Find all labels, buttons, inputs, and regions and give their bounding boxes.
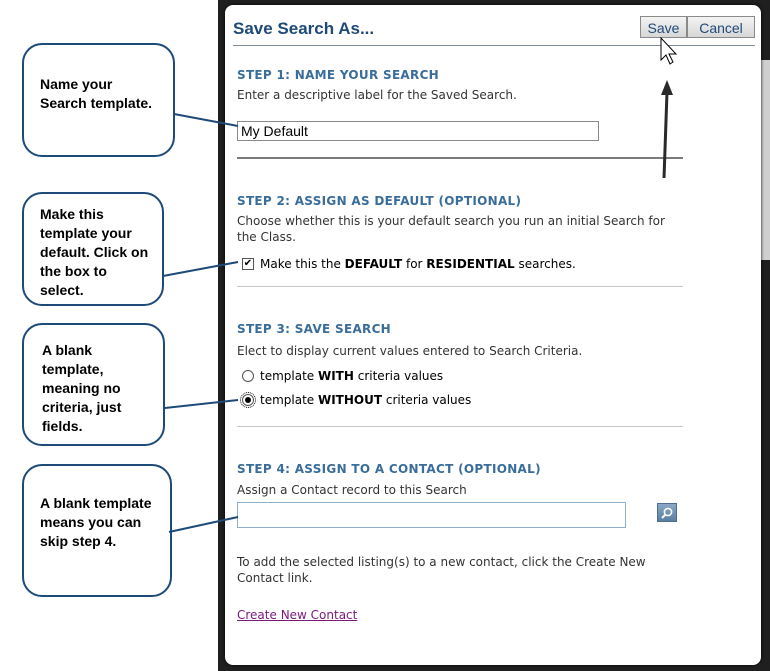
without-criteria-label: template WITHOUT criteria values bbox=[260, 393, 472, 407]
magnifier-icon bbox=[660, 506, 674, 520]
default-option-label: Make this the DEFAULT for RESIDENTIAL searches. bbox=[260, 257, 576, 271]
create-new-contact-link[interactable]: Create New Contact bbox=[237, 608, 358, 622]
with-criteria-option[interactable] bbox=[242, 369, 443, 383]
step3-description: Elect to display current values entered to Search Criteria. bbox=[237, 344, 583, 358]
backdrop-page-edge bbox=[760, 60, 770, 260]
step2-divider bbox=[237, 286, 683, 287]
default-checkbox[interactable]: ✔ bbox=[243, 258, 253, 269]
callout-default: Make this template your default. Click on the box to select. bbox=[22, 192, 164, 306]
contact-search-button[interactable] bbox=[657, 503, 677, 522]
contact-input[interactable] bbox=[237, 502, 626, 528]
step4-heading: STEP 4: ASSIGN TO A CONTACT (OPTIONAL) bbox=[237, 462, 541, 476]
search-name-input[interactable]: My Default bbox=[237, 121, 599, 141]
step1-heading: STEP 1: NAME YOUR SEARCH bbox=[237, 68, 440, 82]
callout-name-search: Name your Search template. bbox=[22, 43, 175, 157]
dialog-title: Save Search As... bbox=[233, 19, 375, 38]
without-criteria-radio[interactable] bbox=[242, 394, 254, 406]
step1-description: Enter a descriptive label for the Saved Search. bbox=[237, 88, 517, 102]
step3-divider bbox=[237, 426, 683, 427]
save-search-dialog bbox=[225, 5, 761, 665]
with-criteria-radio[interactable] bbox=[242, 370, 254, 382]
title-divider bbox=[233, 45, 755, 46]
step4-description: Assign a Contact record to this Search bbox=[237, 483, 467, 497]
callout-blank-template: A blank template, meaning no criteria, just fields. bbox=[22, 323, 165, 446]
without-criteria-option[interactable] bbox=[242, 393, 471, 407]
default-option-row[interactable] bbox=[242, 257, 576, 271]
new-contact-note: To add the selected listing(s) to a new contact, click the Create New Contact link. bbox=[237, 555, 646, 585]
step1-divider bbox=[237, 157, 683, 159]
cancel-button[interactable]: Cancel bbox=[687, 16, 755, 38]
callout-skip-step4: A blank template means you can skip step 4. bbox=[22, 464, 172, 597]
step3-heading: STEP 3: SAVE SEARCH bbox=[237, 322, 392, 336]
save-button[interactable]: Save bbox=[640, 16, 687, 38]
with-criteria-label: template WITH criteria values bbox=[260, 369, 444, 383]
step2-heading: STEP 2: ASSIGN AS DEFAULT (OPTIONAL) bbox=[237, 194, 522, 208]
step2-description: Choose whether this is your default search you run an initial Search for the Class. bbox=[237, 214, 665, 244]
